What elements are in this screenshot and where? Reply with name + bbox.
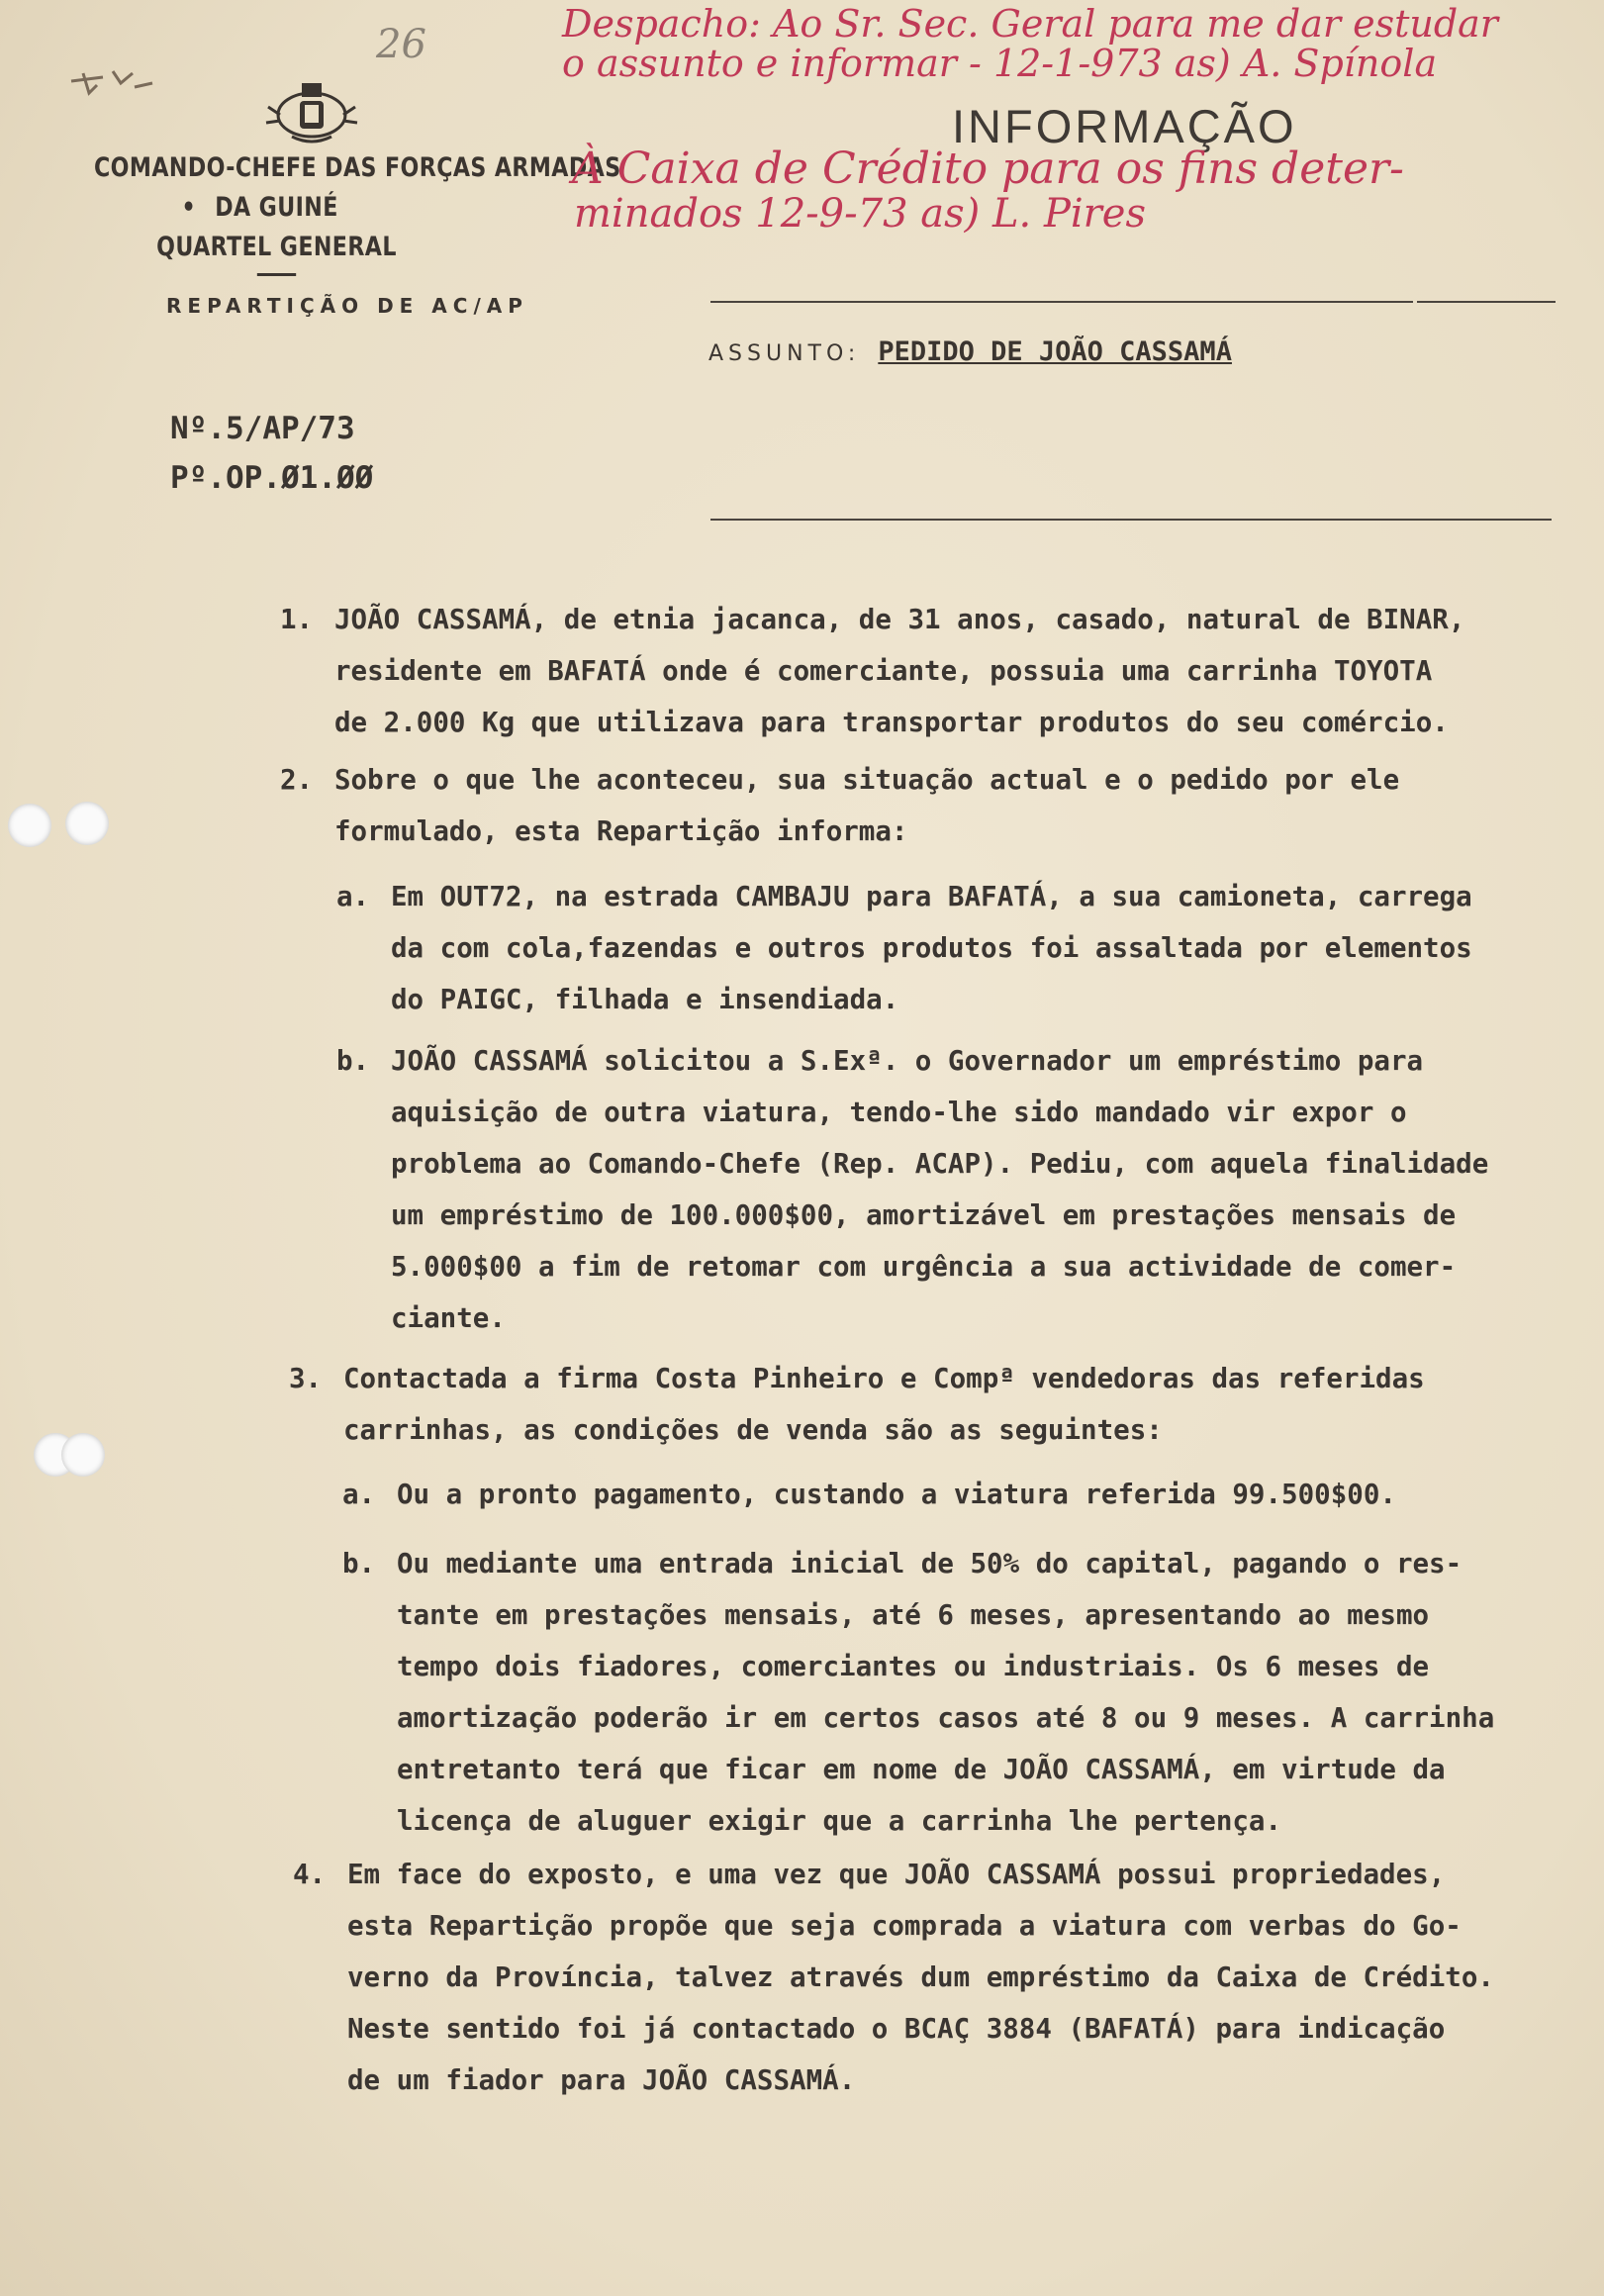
punch-hole (61, 1433, 105, 1477)
line-text: Ou mediante uma entrada inicial de 50% do capital, pagando o res- (397, 1548, 1462, 1579)
line-text: tante em prestações mensais, até 6 meses, apresentando ao mesmo (397, 1599, 1430, 1631)
line-text: tempo dois fiadores, comerciantes ou industriais. Os 6 meses de (397, 1651, 1430, 1682)
paragraph-2b (336, 1035, 1488, 1344)
paragraph-2 (280, 754, 1399, 857)
paragraph-number: a. (342, 1479, 376, 1510)
line-text: verno da Província, talvez através dum empréstimo da Caixa de Crédito. (347, 1961, 1494, 1993)
line-text: licença de aluguer exigir que a carrinha lhe pertença. (397, 1805, 1282, 1837)
header-line-1: COMANDO-CHEFE DAS FORÇAS ARMADAS (94, 152, 621, 183)
line-text: amortização poderão ir em certos casos até 8 ou 9 meses. A carrinha (397, 1702, 1495, 1734)
line-text: da com cola,fazendas e outros produtos foi assaltada por elementos (391, 932, 1472, 964)
paragraph-line (342, 1469, 1396, 1520)
paragraph-line (280, 754, 1399, 806)
paragraph-line (336, 1035, 1488, 1087)
line-text: um empréstimo de 100.000$00, amortizável em prestações mensais de (391, 1199, 1457, 1231)
paragraph-3a (342, 1469, 1396, 1520)
line-text: 5.000$00 a fim de retomar com urgência a sua actividade de comer- (391, 1251, 1457, 1283)
header-divider (257, 273, 296, 276)
paragraph-3 (289, 1353, 1425, 1456)
paragraph-1 (280, 594, 1464, 748)
handwritten-note-1: À Caixa de Crédito para os fins deter- (572, 144, 1404, 194)
paragraph-number: 3. (289, 1363, 323, 1394)
process-number: Pº.OP.Ø1.ØØ (170, 460, 374, 496)
paragraph-2a (336, 871, 1472, 1025)
line-text: Em face do exposto, e uma vez que JOÃO CASSAMÁ possui propriedades, (347, 1859, 1446, 1890)
paragraph-line (342, 1538, 1494, 1589)
paragraph-line (293, 1849, 1494, 1900)
line-text: de 2.000 Kg que utilizava para transportar produtos do seu comércio. (334, 707, 1449, 738)
paragraph-number: a. (336, 881, 370, 912)
paragraph-4 (293, 1849, 1494, 2106)
line-text: Contactada a firma Costa Pinheiro e Compª vendedoras das referidas (343, 1363, 1425, 1394)
paragraph-number: b. (342, 1548, 376, 1579)
line-text: JOÃO CASSAMÁ solicitou a S.Exª. o Governador um empréstimo para (391, 1045, 1424, 1077)
line-text: problema ao Comando-Chefe (Rep. ACAP). Pediu, com aquela finalidade (391, 1148, 1489, 1180)
line-text: residente em BAFATÁ onde é comerciante, possuia uma carrinha TOYOTA (334, 655, 1433, 687)
subject-line (708, 336, 1232, 367)
subject-value: PEDIDO DE JOÃO CASSAMÁ (878, 336, 1232, 367)
line-text: ciante. (391, 1302, 506, 1334)
line-text: JOÃO CASSAMÁ, de etnia jacanca, de 31 anos, casado, natural de BINAR, (334, 604, 1465, 635)
coat-of-arms-icon (262, 71, 361, 150)
department: REPARTIÇÃO DE AC/AP (166, 294, 528, 318)
header-line-2-wrap (94, 188, 459, 228)
subject-label: ASSUNTO: (708, 341, 861, 366)
paragraph-3b (342, 1538, 1494, 1847)
line-text: entretanto terá que ficar em nome de JOÃO CASSAMÁ, em virtude da (397, 1754, 1446, 1785)
paragraph-line (289, 1353, 1425, 1404)
paragraph-number: b. (336, 1045, 370, 1077)
punch-hole (65, 802, 109, 845)
bullet-icon: • (181, 192, 197, 223)
rule-upper-right (1417, 301, 1556, 303)
line-text: Sobre o que lhe aconteceu, sua situação actual e o pedido por ele (334, 764, 1400, 796)
rule-upper-left (710, 301, 1413, 303)
punch-hole (8, 804, 51, 847)
handwritten-note-2: minados 12-9-73 as) L. Pires (574, 191, 1146, 237)
rule-lower (710, 519, 1552, 521)
paragraph-line (280, 594, 1464, 645)
document-title: INFORMAÇÃO (952, 100, 1297, 152)
corner-scribble-icon (63, 63, 172, 123)
handwritten-despacho-1: Despacho: Ao Sr. Sec. Geral para me dar estudar (562, 2, 1498, 46)
line-text: esta Repartição propõe que seja comprada a viatura com verbas do Go- (347, 1910, 1462, 1942)
folio-number: 26 (376, 22, 426, 67)
line-text: formulado, esta Repartição informa: (334, 815, 908, 847)
line-text: de um fiador para JOÃO CASSAMÁ. (347, 2064, 856, 2096)
header-line-2: DA GUINÉ (215, 192, 338, 223)
issuer-header (94, 148, 621, 284)
line-text: Neste sentido foi já contactado o BCAÇ 3884 (BAFATÁ) para indicação (347, 2013, 1446, 2045)
line-text: carrinhas, as condições de venda são as seguintes: (343, 1414, 1163, 1446)
paragraph-line (336, 871, 1472, 922)
line-text: Ou a pronto pagamento, custando a viatura referida 99.500$00. (397, 1479, 1396, 1510)
paragraph-number: 1. (280, 604, 314, 635)
paragraph-number: 4. (293, 1859, 327, 1890)
reference-number: Nº.5/AP/73 (170, 411, 355, 446)
line-text: aquisição de outra viatura, tendo-lhe sido mandado vir expor o (391, 1097, 1407, 1128)
references (170, 404, 373, 503)
line-text: Em OUT72, na estrada CAMBAJU para BAFATÁ, a sua camioneta, carrega (391, 881, 1472, 912)
line-text: do PAIGC, filhada e insendiada. (391, 984, 899, 1015)
paragraph-number: 2. (280, 764, 314, 796)
header-line-3: QUARTEL GENERAL (156, 232, 397, 262)
handwritten-despacho-2: o assunto e informar - 12-1-973 as) A. Spínola (562, 42, 1438, 85)
